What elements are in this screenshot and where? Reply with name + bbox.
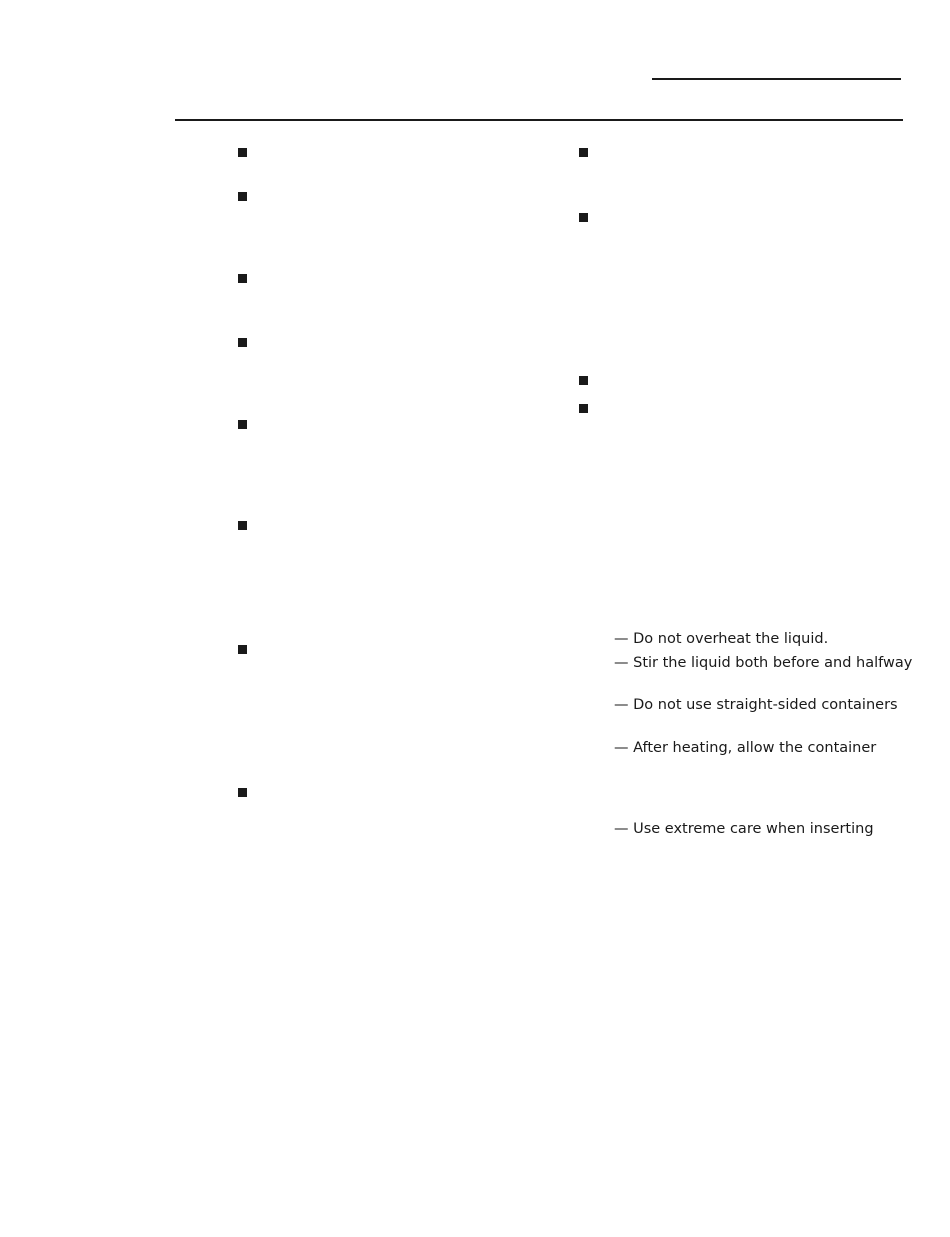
safety-note-item: — Use extreme care when inserting: [614, 821, 874, 837]
bullet-icon: [238, 274, 247, 283]
bullet-icon: [579, 404, 588, 413]
safety-note-item: — After heating, allow the container: [614, 740, 877, 756]
header-rule-main: [175, 119, 903, 121]
safety-note-item: — Do not use straight-sided containers: [614, 697, 898, 713]
bullet-icon: [579, 376, 588, 385]
bullet-icon: [238, 420, 247, 429]
safety-note-item: — Do not overheat the liquid.: [614, 631, 829, 647]
bullet-icon: [238, 338, 247, 347]
bullet-icon: [238, 645, 247, 654]
safety-note-item: — Stir the liquid both before and halfway: [614, 655, 913, 671]
header-rule-short: [652, 78, 901, 80]
bullet-icon: [238, 521, 247, 530]
bullet-icon: [238, 788, 247, 797]
bullet-icon: [579, 213, 588, 222]
bullet-icon: [579, 148, 588, 157]
bullet-icon: [238, 148, 247, 157]
bullet-icon: [238, 192, 247, 201]
